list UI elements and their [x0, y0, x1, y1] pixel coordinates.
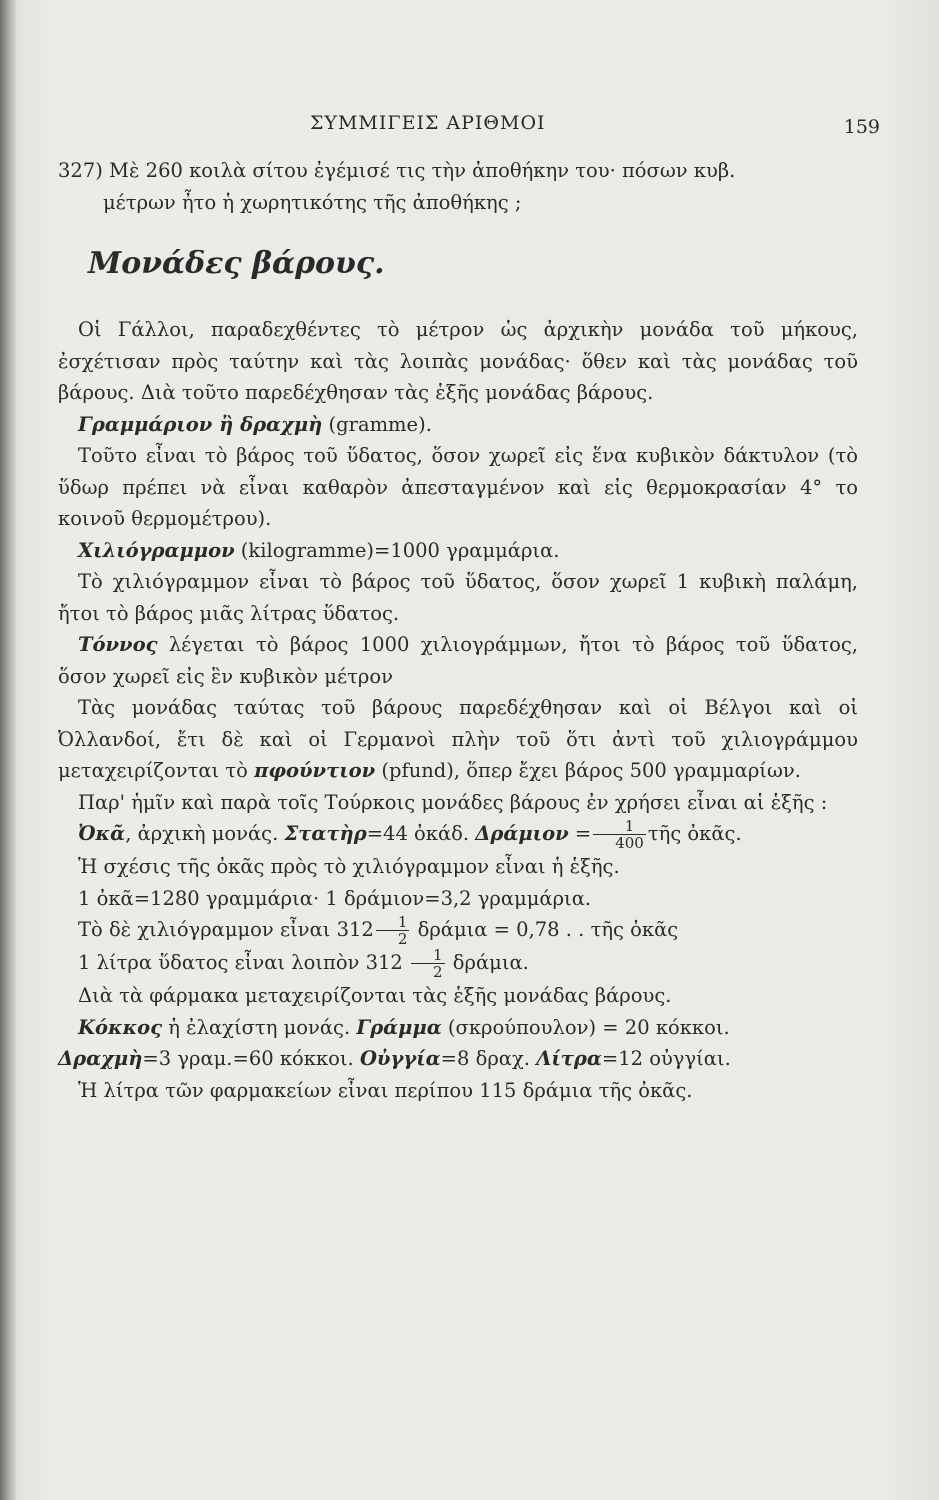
definition-kokkos — [58, 1012, 858, 1044]
book-spine-shadow — [0, 0, 16, 1500]
term-dramion: Δράμιον — [475, 822, 569, 845]
ougia-rest: =8 δραχ. — [440, 1047, 537, 1070]
kilogramme-rest: (kilogramme)=1000 γραμμάρια. — [234, 538, 560, 562]
oka-rest: , ἀρχικὴ μονάς. — [125, 822, 285, 845]
paragraph-intro: Οἱ Γάλλοι, παραδεχθέντες τὸ μέτρον ὡς ἀρχικὴν μονάδα τοῦ μήκους, ἐσχέτισαν πρὸς ταύτην καὶ τὰς λοιπὰς μονάδας· ὅθεν καὶ τὰς μονάδας τοῦ βάρους. Διὰ τοῦτο παρεδέχθησαν τὰς ἑξῆς μονάδας βάρους. — [58, 318, 858, 404]
other-countries-text-b: (pfund), ὅπερ ἔχει βάρος 500 γραμμαρίων. — [375, 759, 801, 782]
kokkos-rest: ἡ ἐλαχίστη μονάς. — [162, 1015, 357, 1039]
fraction-denominator: 2 — [397, 930, 408, 948]
page-body — [58, 155, 858, 1106]
fraction-1-2-second — [411, 947, 445, 980]
term-gramma: Γράμμα — [356, 1015, 442, 1039]
term-pfund: πφούντιον — [254, 759, 376, 782]
kilo-dramia-text-b: δράμια = 0,78 . . τῆς ὀκᾶς — [411, 918, 679, 941]
dramion-equals: = — [568, 822, 592, 845]
page-number: 159 — [843, 116, 880, 138]
kilo-dramia-text-a: Τὸ δὲ χιλιόγραμμον εἶναι 312 — [78, 918, 374, 941]
gramme-rest: (gramme). — [322, 412, 432, 436]
statir-rest: =44 ὀκάδ. — [366, 822, 476, 845]
definition-oka — [58, 818, 858, 851]
fraction-1-2 — [376, 914, 410, 947]
paragraph-litre-water — [58, 947, 858, 980]
problem-text-line2: μέτρων ἦτο ἡ χωρητικότης τῆς ἀποθήκης ; — [103, 190, 522, 214]
drachmi-rest: =3 γραμ.=60 κόκκοι. — [142, 1047, 360, 1070]
paragraph-local-units: Παρ' ἡμῖν καὶ παρὰ τοῖς Τούρκοις μονάδες βάρους ἐν χρήσει εἶναι αἱ ἑξῆς : — [78, 790, 828, 814]
paragraph-oka-grams: 1 ὀκᾶ=1280 γραμμάρια· 1 δράμιον=3,2 γραμμάρια. — [78, 886, 592, 910]
term-oka: Ὀκᾶ — [78, 822, 126, 845]
gramma-rest: (σκρούπουλον) = 20 κόκκοι. — [441, 1015, 730, 1039]
definition-tonne — [58, 629, 858, 692]
paragraph-gramme-def: Τοῦτο εἶναι τὸ βάρος τοῦ ὕδατος, ὅσον χωρεῖ εἰς ἕνα κυβικὸν δάκτυλον (τὸ ὕδωρ πρέπει νὰ εἶναι καθαρὸν ἀπεσταγμένον καὶ εἰς θερμοκρασίαν 4° το κοινοῦ θερμομέτρου). — [58, 444, 858, 530]
paragraph-oka-relation: Ἡ σχέσις τῆς ὀκᾶς πρὸς τὸ χιλιόγραμμον εἶναι ἡ ἑξῆς. — [78, 855, 620, 878]
term-litra: Λίτρα — [536, 1047, 602, 1070]
paragraph-kilogramme-def: Τὸ χιλιόγραμμον εἶναι τὸ βάρος τοῦ ὕδατος, ὅσον χωρεῖ 1 κυβικὴ παλάμη, ἤτοι τὸ βάρος μιᾶς λίτρας ὕδατος. — [58, 570, 858, 625]
fraction-1-400 — [593, 818, 646, 851]
definition-gramme — [58, 409, 858, 441]
definition-drachmi — [58, 1043, 858, 1075]
fraction-numerator: 1 — [376, 914, 410, 931]
other-countries-text-a: Τὰς μονάδας ταύτας τοῦ βάρους παρεδέχθησαν καὶ οἱ Βέλγοι καὶ οἱ Ὀλλανδοί, ἔτι δὲ καὶ οἱ Γερμανοὶ πλὴν τοῦ ὅτι ἀντὶ τοῦ χιλιογράμμου μεταχειρίζονται τὸ — [58, 696, 858, 782]
term-statir: Στατὴρ — [284, 822, 367, 845]
section-title: Μονάδες βάρους. — [88, 246, 385, 281]
tonne-rest: λέγεται τὸ βάρος 1000 χιλιογράμμων, ἤτοι τὸ βάρος τοῦ ὕδατος, ὅσον χωρεῖ εἰς ἓν κυβικὸν μέτρον — [58, 633, 858, 688]
running-head: ΣΥΜΜΙΓΕΙΣ ΑΡΙΘΜΟΙ — [310, 112, 546, 134]
page-header — [60, 112, 880, 142]
term-drachmi: Δραχμὴ — [58, 1047, 143, 1070]
problem-327 — [58, 155, 858, 187]
term-kilogramme: Χιλιόγραμμον — [78, 538, 235, 562]
fraction-denominator: 2 — [433, 963, 443, 981]
definition-kilogramme — [58, 535, 858, 567]
litra-rest: =12 οὐγγίαι. — [601, 1047, 731, 1070]
litre-water-text-a: 1 λίτρα ὕδατος εἶναι λοιπὸν 312 — [78, 951, 410, 974]
litre-water-text-b: δράμια. — [446, 951, 529, 974]
paragraph-pharmacy-litre: Ἡ λίτρα τῶν φαρμακείων εἶναι περίπου 115 δράμια τῆς ὀκᾶς. — [78, 1078, 693, 1102]
paragraph-kilo-dramia — [58, 914, 858, 947]
term-kokkos: Κόκκος — [78, 1015, 163, 1039]
term-tonne: Τόννος — [78, 633, 158, 656]
term-gramme: Γραμμάριον ἢ δραχμὴ — [78, 412, 323, 436]
problem-text-line1: Μὲ 260 κοιλὰ σίτου ἐγέμισέ τις τὴν ἀποθήκην του· πόσων κυβ. — [109, 159, 736, 182]
fraction-denominator: 400 — [615, 834, 644, 852]
term-ougia: Οὐγγία — [359, 1047, 441, 1070]
paragraph-pharmacy-intro: Διὰ τὰ φάρμακα μεταχειρίζονται τὰς ἑξῆς μονάδας βάρους. — [78, 984, 672, 1007]
fraction-numerator: 1 — [593, 818, 646, 835]
dramion-rest: τῆς ὀκᾶς. — [647, 822, 742, 845]
problem-number: 327) — [58, 159, 103, 182]
paragraph-other-countries — [58, 692, 858, 787]
fraction-numerator: 1 — [411, 947, 445, 964]
